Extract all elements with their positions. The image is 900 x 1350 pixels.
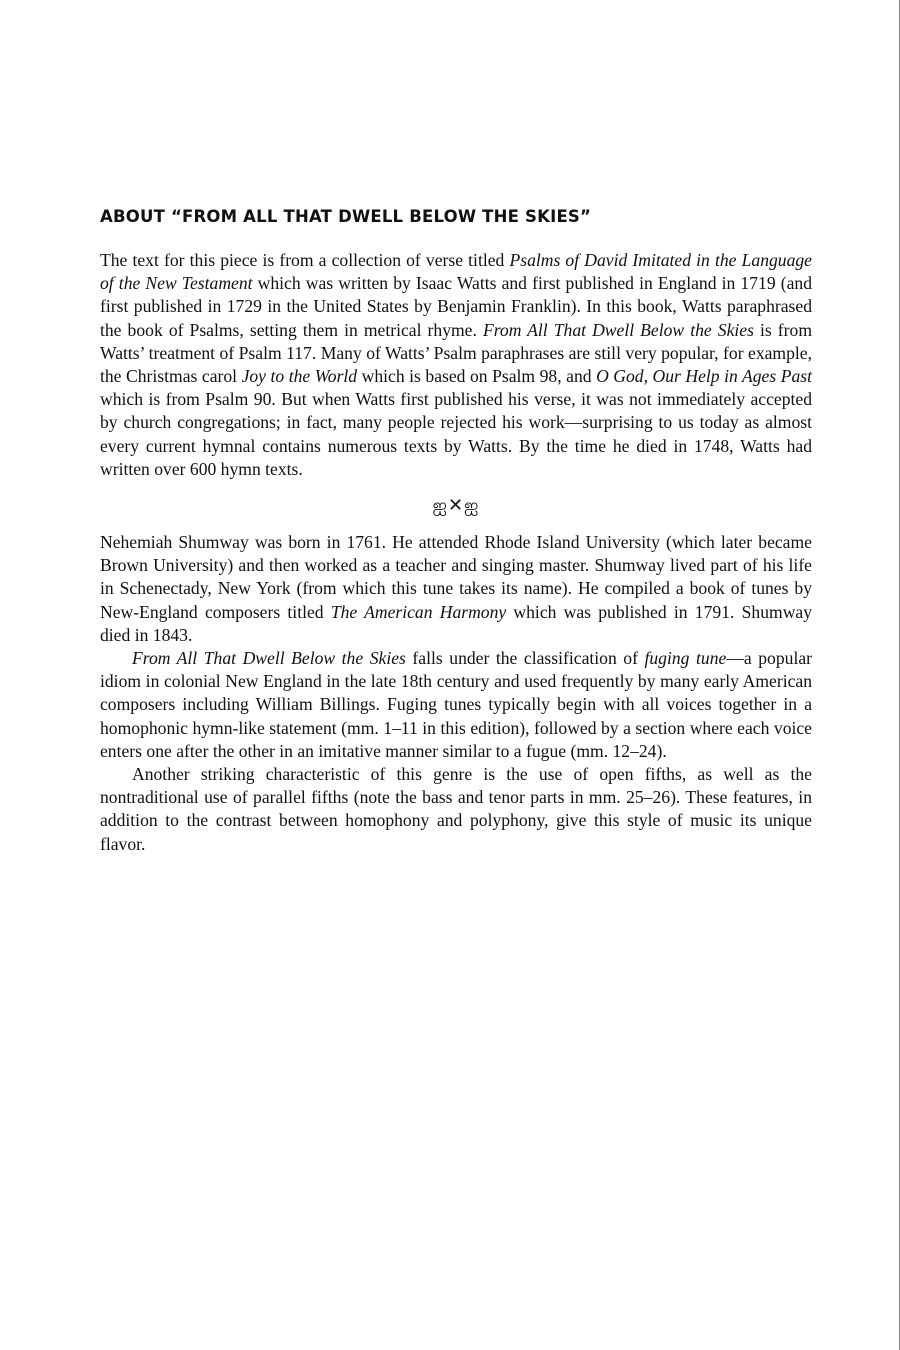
italic-title-joy-to-the-world: Joy to the World (241, 366, 358, 387)
text-run: falls under the classification of (405, 648, 645, 669)
fleuron-ornament-icon: ஐ✕ஐ (432, 495, 480, 517)
italic-term-fuging-tune: fuging tune (644, 648, 727, 669)
text-run: Another striking characteristic of this genre is the use of open fifths, as well as the nontraditional use of parallel fifths (note the bass and tenor parts in mm. 25–26). These features, in addition to the contrast between homophony and polyphony, give this style of music its unique flavor. (100, 764, 812, 854)
text-run: which is from Psalm 90. But when Watts first published his verse, it was not immediately accepted by church congregations; in fact, many people rejected his work—surprising to us today as almost every current hymnal contains numerous texts by Watts. By the time he died in 1748, Watts had written over 600 hymn texts. (100, 389, 812, 479)
text-run: Nehemiah Shumway was born in 1761. He attended Rhode Island University (which later became Brown University) and then worked as a teacher and singing master. Shumway lived part of his life in Schenectady, New York (from which this tune takes its name). He compiled a book of tunes by New-England composers titled (100, 532, 812, 622)
document-page (100, 207, 812, 856)
italic-title-american-harmony: The American Harmony (330, 601, 507, 622)
paragraph-shumway (100, 531, 812, 647)
text-run: which was published in 1791. Shumway died in 1843. (100, 601, 812, 645)
paragraph-fuging-tune (100, 647, 812, 763)
text-run: which is based on Psalm 98, and (357, 366, 597, 387)
italic-title-from-all-that-dwell: From All That Dwell Below the Skies (132, 648, 406, 669)
text-run: is from Watts’ treatment of Psalm 117. Many of Watts’ Psalm paraphrases are still very popular, for example, the Christmas carol (100, 319, 813, 387)
text-run: —a popular idiom in colonial New England in the late 18th century and used frequently by many early American composers including William Billings. Fuging tunes typically begin with all voices together in a homophonic hymn-like statement (mm. 1–11 in this edition), followed by a section where each voice enters one after the other in an imitative manner similar to a fugue (mm. 12–24). (100, 648, 813, 761)
section-heading: ABOUT “FROM ALL THAT DWELL BELOW THE SKIES” (100, 207, 592, 226)
italic-title-psalms-of-david: Psalms of David Imitated in the Language of the New Testament (100, 250, 812, 294)
text-run: which was written by Isaac Watts and first published in England in 1719 (and first published in 1729 in the United States by Benjamin Franklin). In this book, Watts paraphrased the book of Psalms, setting them in metrical rhyme. (100, 273, 812, 340)
italic-title-from-all-that-dwell: From All That Dwell Below the Skies (482, 319, 754, 340)
italic-title-o-god-our-help: O God, Our Help in Ages Past (596, 366, 812, 387)
paragraph-watts (100, 249, 812, 481)
paragraph-open-fifths (100, 763, 812, 856)
text-run: The text for this piece is from a collection of verse titled (100, 250, 510, 270)
